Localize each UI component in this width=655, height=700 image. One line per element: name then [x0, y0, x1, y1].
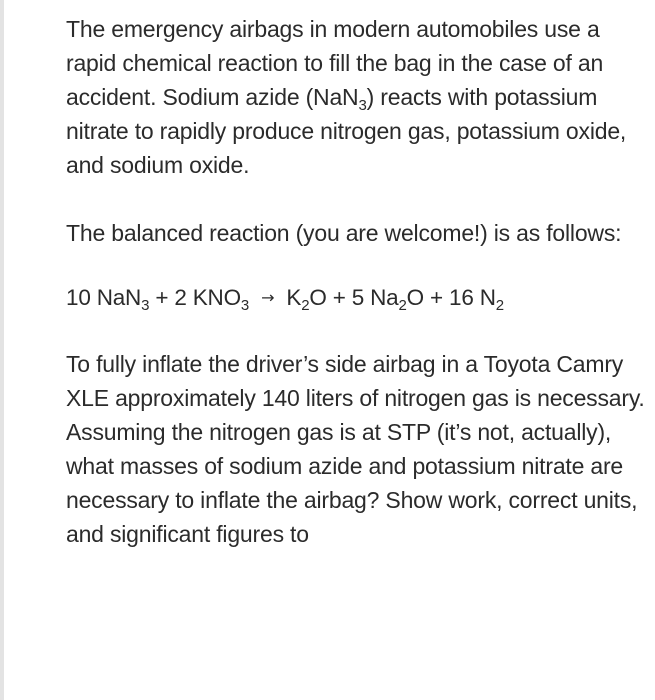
equation-term-5: 16 $N_2$	[449, 285, 504, 314]
equation-plus-1: +	[155, 285, 169, 310]
reaction-arrow-icon: →	[261, 288, 275, 307]
intro-text-after: ) reacts with potassium nitrate to rapidly produce nitrogen gas, potassium oxide, and sodium oxide.	[66, 84, 627, 178]
intro-text-before: The emergency airbags in modern automobiles use a rapid chemical reaction to fill the bag in the case of an accident. Sodium azide (NaN	[66, 16, 604, 110]
equation-plus-3: +	[430, 285, 443, 310]
intro-paragraph	[66, 12, 646, 182]
intro-formula-subscript: 3	[358, 97, 367, 114]
equation-term-1: 10 NaN$_3$	[66, 285, 150, 314]
equation-term-4: 5 $Na_2O$	[351, 285, 424, 314]
left-divider	[0, 0, 4, 700]
equation-term-2: 2 $KNO_3$	[174, 285, 250, 314]
question-paragraph: To fully inflate the driver’s side airbag in a Toyota Camry XLE approximately 140 liters of nitrogen gas is necessary. Assuming the nitrogen gas is at STP (it’s not, actually), what masses of sodium azide and potassium nitrate are necessary to inflate the airbag? Show work, correct units, and significant figures to	[66, 351, 645, 547]
balanced-equation	[66, 280, 646, 316]
reaction-intro-paragraph: The balanced reaction (you are welcome!) is as follows:	[66, 220, 622, 246]
equation-term-3: $K_2O$	[286, 285, 327, 314]
problem-text	[66, 12, 646, 551]
equation-plus-2: +	[332, 285, 346, 310]
